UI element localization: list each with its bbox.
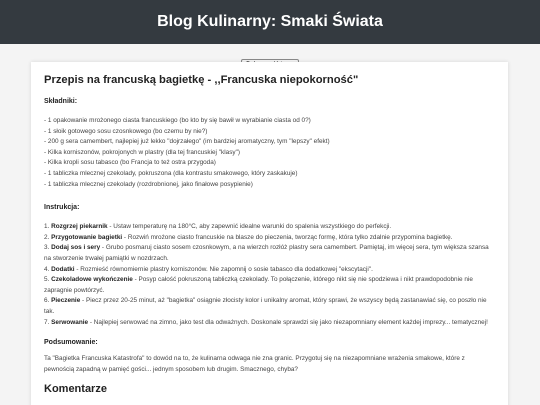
ingredients-list xyxy=(44,116,494,190)
site-header xyxy=(0,0,540,44)
instruction-step xyxy=(44,318,494,329)
instruction-step xyxy=(44,222,494,233)
ingredient-item: - Kilka korniszonów, pokrojonych w plastry (dla tej francuskiej "klasy") xyxy=(44,148,240,156)
step-text: - Rozwiń mrożone ciasto francuskie na blasze do pieczenia, tworząc formę, która tylko zdalnie przypomina bagietkę. xyxy=(122,233,453,241)
site-title: Blog Kulinarny: Smaki Świata xyxy=(157,13,383,30)
ingredient-item: - 1 tabliczka mlecznej czekolady (rozdrobnionej, jako finałowe posypienie) xyxy=(44,180,253,188)
ingredient-item: - 1 słoik gotowego sosu czosnkowego (bo czemu by nie?) xyxy=(44,127,208,135)
instruction-step xyxy=(44,265,494,276)
step-title: Dodatki xyxy=(51,265,75,273)
step-title: Pieczenie xyxy=(51,297,81,305)
summary-text: Ta "Bagietka Francuska Katastrofa" to dowód na to, że kulinarna odwaga nie zna granic. Przygotuj się na niezapomniane wrażenia smakowe, które z pewnością zapadną w pamięć gości... jednym sposobem lub drugim. Smacznego, chyba? xyxy=(44,355,465,373)
instruction-step xyxy=(44,275,494,296)
post-title: Przepis na francuską bagietkę - ,,Francuska niepokorność" xyxy=(44,74,359,86)
step-number: 6. xyxy=(44,297,50,305)
step-text: - Piecz przez 20-25 minut, aż "bagietka" osiągnie złocisty kolor i unikalny aromat, który sprawi, że wszyscy będą zastanawiać się, co poszło nie tak. xyxy=(44,297,487,315)
step-title: Dodaj sos i sery xyxy=(51,244,101,252)
instructions-list xyxy=(44,222,494,328)
comments-heading: Komentarze xyxy=(44,383,107,396)
step-number: 3. xyxy=(44,244,50,252)
instruction-step xyxy=(44,233,494,244)
post-card xyxy=(31,62,508,405)
step-text: - Rozmieść równomiernie plastry korniszonów. Nie zapomnij o sosie tabasco dla dodatkowej "ekscytacji". xyxy=(74,265,373,273)
instruction-step xyxy=(44,243,494,264)
ingredient-item: - 1 opakowanie mrożonego ciasta francuskiego (bo kto by się bawił w wyrabianie ciasta od 0?) xyxy=(44,117,311,124)
step-number: 1. xyxy=(44,223,50,231)
ingredients-label: Składniki: xyxy=(44,98,78,105)
step-title: Serwowanie xyxy=(51,318,89,326)
ingredient-item: - 200 g sera camembert, najlepiej już lekko "dojrzałego" (im bardziej aromatyczny, tym "lepszy" efekt) xyxy=(44,138,330,146)
step-text: - Najlepiej serwować na zimno, jako test dla odważnych. Doskonale sprawdzi się jako niezapomniany element każdej imprezy... tematycznej! xyxy=(88,318,488,326)
step-number: 2. xyxy=(44,233,50,241)
ingredient-item: - Kilka kropli sosu tabasco (bo Francja to też ostra przygoda) xyxy=(44,159,216,167)
step-title: Rozgrzej piekarnik xyxy=(51,223,108,231)
ingredient-item: - 1 tabliczka mlecznej czekolady, pokruszona (dla kontrastu smakowego, który zaskakuje) xyxy=(44,169,298,177)
step-text: - Posyp całość pokruszoną tabliczką czekolady. To połączenie, którego nikt się nie spodziewa i nikt prawdopodobnie nie zapragnie powtórzyć. xyxy=(44,276,473,294)
step-text: - Ustaw temperaturę na 180°C, aby zapewnić idealne warunki do spalenia wszystkiego do perfekcji. xyxy=(107,223,392,231)
instruction-step xyxy=(44,296,494,317)
step-number: 5. xyxy=(44,276,50,284)
step-number: 7. xyxy=(44,318,50,326)
step-number: 4. xyxy=(44,265,50,273)
instructions-label: Instrukcja: xyxy=(44,204,80,212)
step-text: - Grubo posmaruj ciasto sosem czosnkowym, a na wierzch rozłóż plastry sera camembert. Pamiętaj, im więcej sera, tym większa szansa na stworzenie trwałej pamiątki w nozdrzach. xyxy=(44,244,489,262)
summary-label: Podsumowanie: xyxy=(44,339,98,347)
step-title: Czekoladowe wykończenie xyxy=(51,276,133,284)
step-title: Przygotowanie bagietki xyxy=(51,233,123,241)
